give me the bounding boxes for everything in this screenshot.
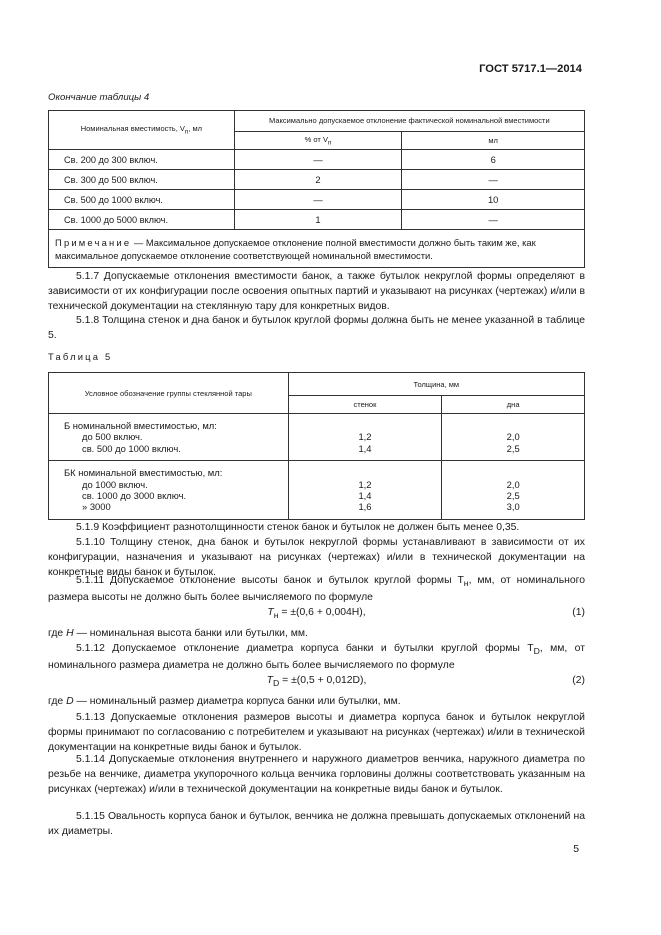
table4-row-label: Св. 1000 до 5000 включ. (49, 210, 235, 230)
formula-1 (48, 607, 585, 623)
group-title: БК номинальной вместимостью, мл: (64, 467, 223, 479)
table5-bottom-cell (442, 461, 585, 520)
group-item: » 3000 (82, 501, 111, 513)
table4-cell-ml: 10 (402, 190, 585, 210)
paragraph-5-1-13: 5.1.13 Допускаемые отклонения размеров высоты и диаметра корпуса банок и бутылок некруглой формы принимают по согласованию с потребителем и указывают на рисунках (чертежах) и/или в технической документации на конкретные виды банок и бутылок. (48, 712, 585, 753)
table4-cell-ml: — (402, 210, 585, 230)
table4-cell-percent: 2 (234, 170, 402, 190)
formula-1-number: (1) (572, 607, 585, 618)
walls-value: 1,4 (358, 442, 372, 454)
table4-group-header: Максимально допускаемое отклонение фактической номинальной вместимости (234, 111, 584, 132)
table4-caption: Окончание таблицы 4 (48, 92, 150, 103)
paragraph-5-1-14: 5.1.14 Допускаемые отклонения внутреннего и наружного диаметров венчика, наружного диаметра по резьбе на венчике, диаметра укупорочного кольца венчика горловины должны соответствовать указанным на рисунках (чертежах) и/или в технической документации на конкретные виды банок и бутылок. (48, 754, 585, 795)
table5-walls-cell (288, 461, 442, 520)
group-item: св. 500 до 1000 включ. (82, 442, 181, 454)
table-row (49, 210, 585, 230)
table-row (49, 150, 585, 170)
table5-subheader-walls: стенок (288, 396, 442, 414)
table4-note (49, 230, 585, 268)
walls-value: 1,4 (358, 490, 372, 502)
formula-2-expression: $T_D = \pm(0,5 + 0,012D)$, (266, 675, 367, 689)
where-h: где H — номинальная высота банки или бутылки, мм. (48, 628, 308, 639)
table4-cell-ml: 6 (402, 150, 585, 170)
table4-subheader-ml: мл (402, 131, 585, 149)
paragraph-5-1-12: 5.1.12 Допускаемое отклонение диаметра корпуса банки и бутылки круглой формы $T_D$, мм, от номинального размера диаметра не должно быть более вычисляемого по формуле (48, 643, 585, 671)
bottom-value: 2,5 (506, 442, 520, 454)
formula-2-number: (2) (572, 675, 585, 686)
table4-subheader-percent: % от $V_п$ (234, 131, 402, 149)
group-title: Б номинальной вместимостью, мл: (64, 420, 217, 431)
table-4 (48, 110, 585, 268)
table4-cell-percent: 1 (234, 210, 402, 230)
table5-walls-cell (288, 414, 442, 461)
paragraph-5-1-7: 5.1.7 Допускаемые отклонения вместимости банок, а также бутылок некруглой формы определяют в зависимости от их конфигурации после освоения опытных партий и указывают на рисунках (чертежах) и/или в технической документации на стеклянную тару для конкретных видов. (48, 271, 585, 312)
table4-col1-header: Номинальная вместимость, $V_п$, мл (49, 111, 235, 150)
table4-row-label: Св. 300 до 500 включ. (49, 170, 235, 190)
table5-group-header: Толщина, мм (288, 373, 584, 396)
bottom-value: 2,0 (506, 478, 520, 490)
table-row (49, 461, 585, 520)
table5-subheader-bottom: дна (442, 396, 585, 414)
bottom-value: 2,5 (506, 490, 520, 502)
table5-bottom-cell (442, 414, 585, 461)
walls-value: 1,2 (358, 478, 372, 490)
paragraph-5-1-10: 5.1.10 Толщину стенок, дна банок и бутылок некруглой формы устанавливают в зависимости от их конфигурации, назначения и указывают на рисунках (чертежах) и/или в технической документации на конкретные виды банок и бутылок. (48, 537, 585, 578)
table5-group-label (49, 414, 289, 461)
walls-value: 1,2 (358, 431, 372, 443)
table4-row-label: Св. 200 до 300 включ. (49, 150, 235, 170)
table-row (49, 414, 585, 461)
paragraph-5-1-15: 5.1.15 Овальность корпуса банок и бутылок, венчика не должна превышать допускаемых отклонений на их диаметры. (48, 811, 585, 837)
table-row (49, 190, 585, 210)
document-id: ГОСТ 5717.1—2014 (479, 63, 582, 75)
note-text: — Максимальное допускаемое отклонение полной вместимости должно быть таким же, как максимальное допускаемое отклонение соответствующей номинальной вместимости. (55, 237, 536, 261)
table4-row-label: Св. 500 до 1000 включ. (49, 190, 235, 210)
table-5 (48, 372, 585, 520)
bottom-value: 3,0 (506, 501, 520, 513)
table4-cell-percent: — (234, 150, 402, 170)
note-label: Примечание (55, 237, 132, 248)
table4-cell-ml: — (402, 170, 585, 190)
table5-group-label (49, 461, 289, 520)
bottom-value: 2,0 (506, 431, 520, 443)
table5-caption: Таблица 5 (48, 351, 113, 362)
table-row (49, 170, 585, 190)
paragraph-5-1-8: 5.1.8 Толщина стенок и дна банок и бутылок круглой формы должна быть не менее указанной в таблице 5. (48, 315, 585, 341)
table4-cell-percent: — (234, 190, 402, 210)
walls-value: 1,6 (358, 501, 372, 513)
formula-2 (48, 675, 585, 691)
group-item: св. 1000 до 3000 включ. (82, 490, 187, 502)
paragraph-5-1-11: 5.1.11 Допускаемое отклонение высоты банок и бутылок круглой формы $T_н$, мм, от номинального размера высоты не должно быть более вычисляемого по формуле (48, 575, 585, 603)
paragraph-5-1-9: 5.1.9 Коэффициент разнотолщинности стенок банок и бутылок не должен быть менее 0,35. (76, 522, 520, 533)
table5-col1-header: Условное обозначение группы стеклянной тары (49, 373, 289, 414)
formula-1-expression: $T_н = \pm(0,6 + 0,004H)$, (267, 607, 366, 621)
group-item: до 1000 включ. (82, 478, 148, 490)
where-d: где D — номинальный размер диаметра корпуса банки или бутылки, мм. (48, 696, 401, 707)
page-number: 5 (573, 844, 579, 855)
group-item: до 500 включ. (82, 431, 143, 443)
